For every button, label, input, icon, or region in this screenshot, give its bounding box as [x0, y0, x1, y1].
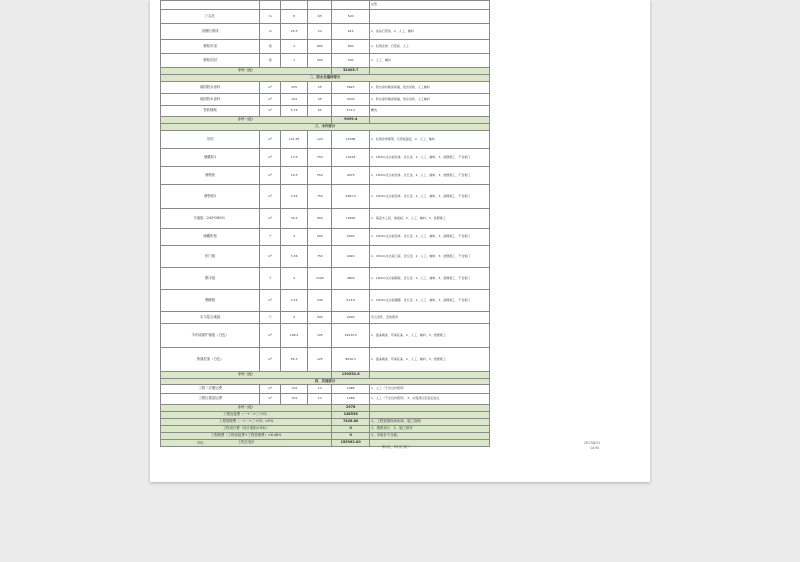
subtotal-row: [161, 405, 490, 412]
item-unit: m²: [260, 167, 281, 185]
item-name: 工程垃圾清运费: [161, 394, 260, 405]
item-description: 1、18mm生态板门板、含五金、2、人工、辅料、3、按图施工、不含柜门: [370, 246, 490, 268]
item-qty: 3.45: [280, 185, 307, 209]
item-amount: 19630: [332, 209, 370, 229]
item-amount: 2000: [332, 229, 370, 246]
item-name: 橱柜吊顶: [161, 40, 260, 54]
subtotal-blank: [370, 68, 490, 75]
footer-time: 14:50: [590, 446, 600, 450]
item-amount: 3100: [332, 94, 370, 106]
item-unit: [260, 1, 281, 10]
table-row: [161, 394, 490, 405]
item-unit: m²: [260, 209, 281, 229]
item-description: 1、18mm生态板踢脚、含五金、2、人工、辅料、3、按图施工、不含柜门: [370, 290, 490, 312]
item-name: 瓷砖铺贴: [161, 106, 260, 117]
item-unit: m²: [260, 348, 281, 372]
table-row: [161, 1, 490, 10]
total-description: 1、工程管理现场协调、施工管理: [370, 419, 490, 426]
item-unit: m: [260, 24, 281, 40]
item-price: 125: [308, 348, 332, 372]
item-unit: m: [260, 10, 281, 24]
total-description: [370, 412, 490, 419]
item-qty: 121.55: [280, 131, 307, 149]
item-description: 完善: [370, 1, 490, 10]
item-qty: 25.5: [280, 24, 307, 40]
item-unit: 个: [260, 268, 281, 290]
item-price: 550: [308, 167, 332, 185]
subtotal-blank: [370, 117, 490, 124]
item-name: 工程二次搬运费: [161, 385, 260, 394]
item-qty: 1: [280, 54, 307, 68]
item-qty: 5.36: [280, 246, 307, 268]
table-row: [161, 54, 490, 68]
item-name: 柜门板: [161, 246, 260, 268]
total-value: 0: [332, 426, 370, 433]
item-description: 1、防水涂料刷涂两遍，闭水试验、人工辅料: [370, 82, 490, 94]
item-price: 500: [308, 229, 332, 246]
item-description: 1、18mm生态板柜体、含五金、2、人工、辅料、3、按图施工、不含柜门: [370, 167, 490, 185]
item-unit: m²: [260, 149, 281, 167]
subtotal-blank: [370, 405, 490, 412]
item-price: 24: [308, 24, 332, 40]
subtotal-row: [161, 117, 490, 124]
subtotal-label: 小计（元）: [161, 405, 332, 412]
subtotal-value: 32405.7: [332, 68, 370, 75]
table-row: [161, 106, 490, 117]
total-description: 1、本报价不含税。: [370, 433, 490, 440]
item-unit: m²: [260, 185, 281, 209]
item-amount: 2587.5: [332, 185, 370, 209]
total-label: 工程直接费（一+二+三+四）: [161, 412, 332, 419]
item-amount: 1488: [332, 394, 370, 405]
item-description: 1、人工（不含运材费用）、2、垃圾清运至指定地点: [370, 394, 490, 405]
table-row: [161, 40, 490, 54]
item-name: 橱柜顶封: [161, 54, 260, 68]
item-qty: 4: [280, 229, 307, 246]
item-description: 1、防水涂料刷涂两遍，闭水试验、人工辅料: [370, 94, 490, 106]
item-unit: 项: [260, 54, 281, 68]
item-amount: 4020: [332, 246, 370, 268]
item-qty: 5.76: [280, 106, 307, 117]
item-description: 1、基层木工板、饰面板、2、人工、辅料、3、按图施工: [370, 209, 490, 229]
table-row: [161, 312, 490, 324]
item-qty: 4: [280, 312, 307, 324]
item-name: 储藏柜1: [161, 149, 260, 167]
item-description: 1、18mm生态板柜体、含五金、2、人工、辅料、3、按图施工、不含柜门: [370, 185, 490, 209]
item-qty: 2.14: [280, 290, 307, 312]
item-price: 800: [308, 40, 332, 54]
item-price: 105: [308, 324, 332, 348]
item-amount: 4800: [332, 268, 370, 290]
table-row: [161, 290, 490, 312]
item-unit: 项: [260, 40, 281, 54]
item-amount: 2000: [332, 312, 370, 324]
item-name: 木作墙面护墙板（白色）: [161, 324, 260, 348]
item-unit: m²: [260, 131, 281, 149]
item-amount: 19432.5: [332, 324, 370, 348]
item-unit: m²: [260, 106, 281, 117]
item-unit: m²: [260, 94, 281, 106]
item-description: 1、成品石膏线、2、人工、辅料: [370, 24, 490, 40]
footer-page-info: 第1页，共1页 客户：: [382, 445, 413, 449]
subtotal-label: 小计（元）: [161, 117, 332, 124]
item-qty: 30.2: [280, 209, 307, 229]
total-value: 7426.80: [332, 419, 370, 426]
item-amount: 9075: [332, 167, 370, 185]
item-name: 储物柜: [161, 167, 260, 185]
item-description: 1、18mm生态板隔板、含五金、2、人工、辅料、3、按图施工、不含柜门: [370, 268, 490, 290]
item-amount: 10125: [332, 149, 370, 167]
item-qty: 4: [280, 268, 307, 290]
table-row: [161, 324, 490, 348]
total-label: 工程管理费（一+二+三+四）×5%: [161, 419, 332, 426]
item-amount: 520: [332, 10, 370, 24]
item-unit: m²: [260, 290, 281, 312]
item-price: 240: [308, 290, 332, 312]
total-row: [161, 419, 490, 426]
section-header-row: [161, 124, 490, 131]
section-title: 四、其他部分: [161, 379, 490, 385]
item-qty: 225: [280, 82, 307, 94]
item-qty: 13.5: [280, 149, 307, 167]
subtotal-value: 130054.6: [332, 372, 370, 379]
item-name: 吊顶: [161, 131, 260, 149]
quotation-table: [160, 0, 490, 447]
item-amount: 612: [332, 24, 370, 40]
total-description: 1、图纸设计、2、施工指导: [370, 426, 490, 433]
total-label: 工程税费（工程直接费+工程管理费）×6.48%: [161, 433, 332, 440]
item-description: 1、面漆刷涂、环保底漆、2、人工、辅料、3、按图施工: [370, 348, 490, 372]
item-name: 踢脚板: [161, 290, 260, 312]
total-value: 0: [332, 433, 370, 440]
item-qty: 124: [280, 94, 307, 106]
item-qty: 65.3: [280, 348, 307, 372]
total-row: [161, 433, 490, 440]
item-unit: 个: [260, 312, 281, 324]
item-qty: [280, 1, 307, 10]
item-qty: 124: [280, 385, 307, 394]
table-row: [161, 246, 490, 268]
subtotal-row: [161, 68, 490, 75]
item-description: [370, 10, 490, 24]
item-amount: [332, 1, 370, 10]
table-row: [161, 167, 490, 185]
item-unit: m²: [260, 394, 281, 405]
item-amount: 374.4: [332, 106, 370, 117]
item-unit: m²: [260, 82, 281, 94]
total-value: 155962.80: [332, 440, 370, 447]
table-row: [161, 24, 490, 40]
total-row: [161, 440, 490, 447]
item-amount: 5625: [332, 82, 370, 94]
footer-reviewer: 审核：: [197, 441, 207, 445]
item-price: 12: [308, 394, 332, 405]
item-unit: m²: [260, 246, 281, 268]
section-title: 二、防水及墙砖部分: [161, 75, 490, 82]
item-description: 1、人工（不含运材费用）: [370, 385, 490, 394]
item-qty: 1: [280, 40, 307, 54]
item-qty: 124: [280, 394, 307, 405]
total-row: [161, 426, 490, 433]
table-row: [161, 385, 490, 394]
item-name: 储物柜2: [161, 185, 260, 209]
item-description: 含五金件、安装费用: [370, 312, 490, 324]
section-header-row: [161, 75, 490, 82]
item-qty: 196.5: [280, 324, 307, 348]
section-title: 三、木作部分: [161, 124, 490, 131]
item-description: 精选: [370, 106, 490, 117]
item-amount: 8816.5: [332, 348, 370, 372]
item-description: 1、面漆刷涂、环保底漆、2、人工、辅料、3、按图施工: [370, 324, 490, 348]
item-name: 墙面防水涂料: [161, 82, 260, 94]
item-price: 1200: [308, 268, 332, 290]
total-label: 工程总造价: [161, 440, 332, 447]
subtotal-label: 小计（元）: [161, 372, 332, 379]
item-name: 顶棚石膏线: [161, 24, 260, 40]
item-price: 750: [308, 246, 332, 268]
item-price: 750: [308, 185, 332, 209]
subtotal-value: 9099.4: [332, 117, 370, 124]
table-row: [161, 209, 490, 229]
item-name: 地面防水涂料: [161, 94, 260, 106]
subtotal-blank: [370, 372, 490, 379]
item-unit: 个: [260, 229, 281, 246]
item-price: 750: [308, 149, 332, 167]
table-row: [161, 82, 490, 94]
table-row: [161, 131, 490, 149]
table-row: [161, 348, 490, 372]
item-qty: 8: [280, 10, 307, 24]
subtotal-value: 2976: [332, 405, 370, 412]
item-price: 120: [308, 131, 332, 149]
item-price: 65: [308, 10, 332, 24]
item-description: 1、轻钢龙骨框架、石膏板面层、2、人工、辅料: [370, 131, 490, 149]
item-price: 12: [308, 385, 332, 394]
item-qty: 16.5: [280, 167, 307, 185]
table-row: [161, 10, 490, 24]
total-value: 148536: [332, 412, 370, 419]
footer-date: 2017/8/21: [584, 441, 601, 445]
item-name: 隔木板: [161, 268, 260, 290]
item-description: 1、轻钢龙骨、石膏板、人工: [370, 40, 490, 54]
item-price: 500: [308, 312, 332, 324]
total-label: 工程设计费（设计面积×单价）: [161, 426, 332, 433]
item-name: 饰面混油（白色）: [161, 348, 260, 372]
table-row: [161, 229, 490, 246]
item-amount: 14586: [332, 131, 370, 149]
item-price: 500: [308, 54, 332, 68]
item-name: 储藏柜柜: [161, 229, 260, 246]
item-price: 25: [308, 82, 332, 94]
item-price: 25: [308, 94, 332, 106]
item-name: 木墙板（240*2800）: [161, 209, 260, 229]
table-row: [161, 149, 490, 167]
item-unit: m²: [260, 385, 281, 394]
item-amount: 500: [332, 54, 370, 68]
table-row: [161, 185, 490, 209]
item-price: [308, 1, 332, 10]
subtotal-label: 小计（元）: [161, 68, 332, 75]
item-name: 门头孔: [161, 10, 260, 24]
subtotal-row: [161, 372, 490, 379]
item-amount: 513.6: [332, 290, 370, 312]
item-name: 实木复合地板: [161, 312, 260, 324]
table-row: [161, 268, 490, 290]
item-description: 1、18mm生态板柜体、含五金、2、人工、辅料、3、按图施工、不含柜门: [370, 149, 490, 167]
item-unit: m²: [260, 324, 281, 348]
table-row: [161, 94, 490, 106]
item-description: 1、人工、辅料: [370, 54, 490, 68]
item-description: 1、18mm生态板柜体、含五金、2、人工、辅料、3、按图施工、不含柜门: [370, 229, 490, 246]
item-price: 650: [308, 209, 332, 229]
item-price: 65: [308, 106, 332, 117]
item-name: [161, 1, 260, 10]
total-row: [161, 412, 490, 419]
item-amount: 1488: [332, 385, 370, 394]
item-amount: 800: [332, 40, 370, 54]
